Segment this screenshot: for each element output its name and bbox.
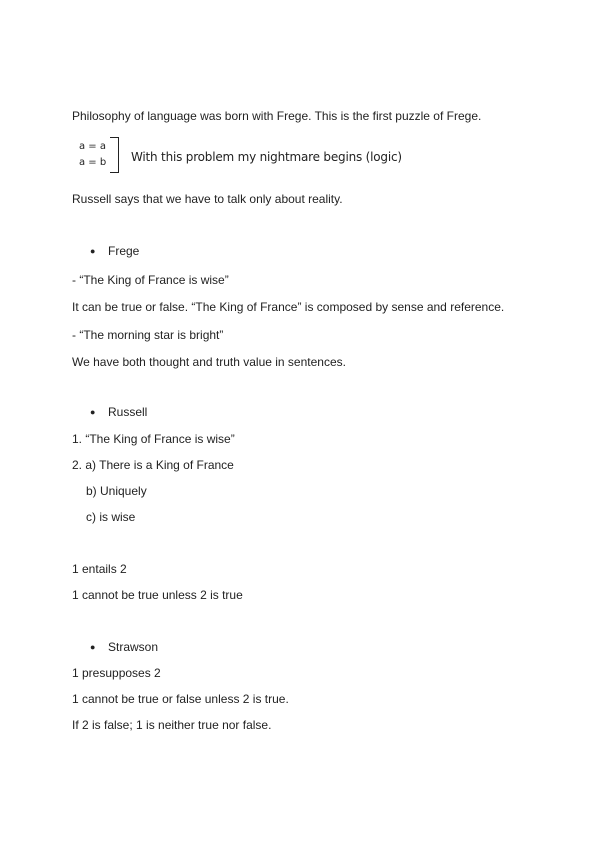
russell-heading-label: Russell [108,405,148,419]
frege-quote-1: - “The King of France is wise” [72,273,229,287]
russell-heading [90,405,147,419]
russell-item-2b: b) Uniquely [86,484,147,498]
russell-item-2a: 2. a) There is a King of France [72,458,234,472]
russell-entails: 1 entails 2 [72,562,127,576]
frege-heading-label: Frege [108,244,140,258]
nightmare-note: With this problem my nightmare begins (logic) [131,150,402,164]
strawson-heading-label: Strawson [108,640,159,654]
strawson-cannot: 1 cannot be true or false unless 2 is true. [72,692,289,706]
strawson-presupposes: 1 presupposes 2 [72,666,161,680]
frege-explanation: It can be true or false. “The King of France” is composed by sense and reference. [72,300,505,314]
russell-item-1: 1. “The King of France is wise” [72,432,235,446]
equation-informative: a = b [79,157,107,168]
bullet-icon: ● [90,407,96,417]
right-bracket [110,137,119,173]
bullet-icon: ● [90,642,96,652]
russell-item-2c: c) is wise [86,510,136,524]
strawson-neither: If 2 is false; 1 is neither true nor false. [72,718,272,732]
bullet-icon: ● [90,246,96,256]
russell-reality-text: Russell says that we have to talk only about reality. [72,192,343,206]
intro-text: Philosophy of language was born with Frege. This is the first puzzle of Frege. [72,109,482,123]
strawson-heading [90,640,158,654]
equation-identity: a = a [79,141,106,152]
frege-heading [90,244,139,258]
equation-figure [79,141,131,175]
frege-conclusion: We have both thought and truth value in sentences. [72,355,346,369]
russell-cannot: 1 cannot be true unless 2 is true [72,588,243,602]
frege-quote-2: - “The morning star is bright” [72,328,224,342]
